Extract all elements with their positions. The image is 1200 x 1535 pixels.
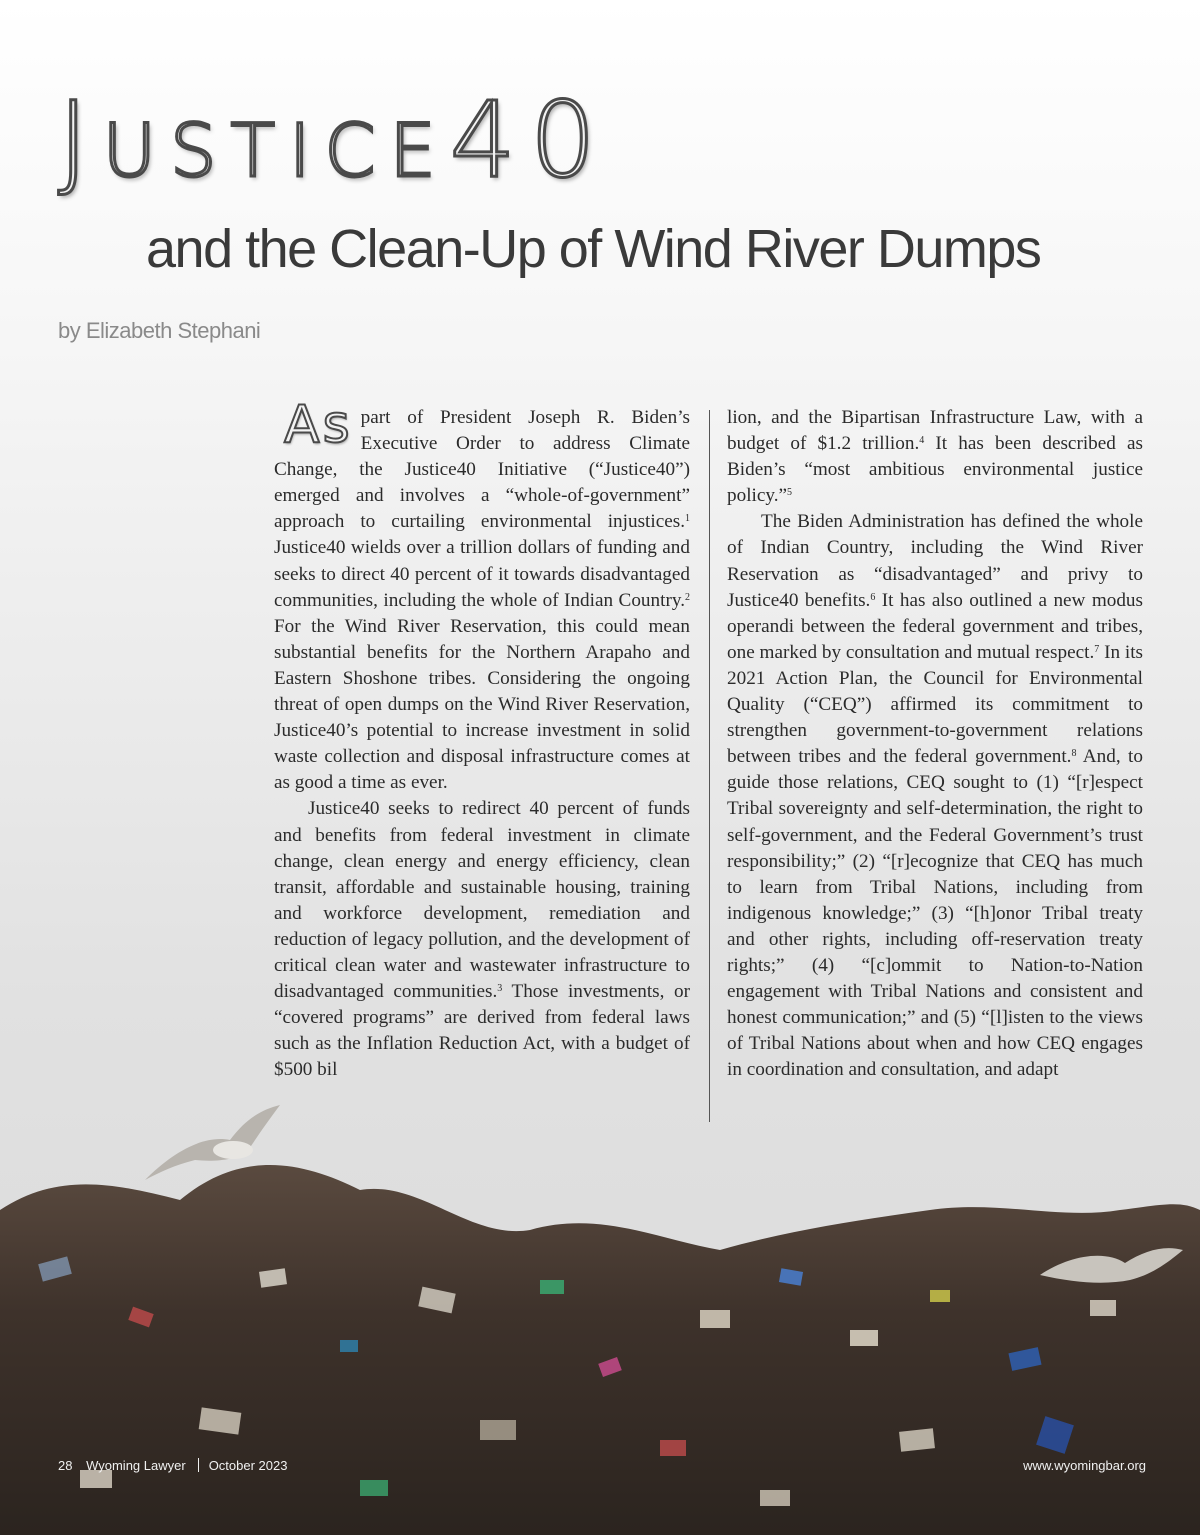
page-number: 28 (58, 1458, 73, 1473)
footer-left (58, 1458, 297, 1473)
footnote-ref: 1 (685, 513, 690, 525)
footer-divider (198, 1458, 199, 1472)
publication-name: Wyoming Lawyer (86, 1458, 186, 1473)
paragraph: Justice40 seeks to redirect 40 percent of funds and benefits from federal investment in climate change, clean energy and energy efficiency, clean transit, affordable and sustainable housing, training and workforce development, remediation and reduction of legacy pollution, and the development of critical clean water and wastewater infrastructure to disadvantaged communities.$^3$ Those investments, or “covered programs” are derived from federal laws such as the Inflation Reduction Act, with a budget of $500 bil (274, 798, 690, 1081)
seagull-icon (1035, 1235, 1185, 1315)
footnote-ref: 4 (919, 435, 925, 447)
byline: by Elizabeth Stephani (58, 318, 261, 343)
website-link[interactable]: www.wyomingbar.org (1023, 1458, 1146, 1473)
drop-cap: As (284, 395, 353, 455)
footnote-ref: 2 (685, 591, 690, 603)
paragraph: lion, and the Bipartisan Infrastructure Law, with a budget of $1.2 trillion.$^4$ It has been described as Biden’s “most ambitious environmental justice policy.”$^5$ (727, 407, 1143, 507)
article-column-right (727, 405, 1143, 1083)
paragraph: As part of President Joseph R. Biden’s Executive Order to address Climate Change, the Justice40 Initiative (“Justice40”) emerged and involves a “whole-of-government” approach to curtailing environmental injustices.$^1$ Justice40 wields over a trillion dollars of funding and seeks to direct 40 percent of it towards disadvantaged communities, including the whole of Indian Country.$^2$ For the Wind River Reservation, this could mean substantial benefits for the Northern Arapaho and Eastern Shoshone tribes. Considering the ongoing threat of open dumps on the Wind River Reservation, Justice40’s potential to increase investment in solid waste collection and disposal infrastructure comes at as good a time as ever. (274, 395, 690, 794)
seagull-icon (135, 1100, 295, 1190)
column-divider (709, 410, 710, 1122)
article-title: Justice40 (58, 79, 610, 201)
article-subtitle: and the Clean-Up of Wind River Dumps (146, 219, 1041, 279)
footnote-ref: 8 (1071, 748, 1077, 760)
footnote-ref: 6 (870, 591, 876, 603)
article-column-left (274, 395, 690, 1083)
issue-date: October 2023 (208, 1458, 288, 1473)
paragraph: The Biden Administration has defined the whole of Indian Country, including the Wind River Reservation as “disadvantaged” and privy to Justice40 benefits.$^6$ It has also outlined a new modus operandi between the federal government and tribes, one marked by consultation and mutual respect.$^7$ In its 2021 Action Plan, the Council for Environmental Quality (“CEQ”) affirmed its commitment to strengthen government-to-government relations between tribes and the federal government.$^8$ And, to guide those relations, CEQ sought to (1) “[r]espect Tribal sovereignty and self-determination, the right to self-government, and the Federal Government’s trust responsibility;” (2) “[r]ecognize that CEQ has much to learn from Tribal Nations, including from indigenous knowledge;” (3) “[h]onor Tribal treaty and other rights, including off-reservation treaty rights;” (4) “[c]ommit to Nation-to-Nation engagement with Tribal Nations and consistent and honest communication;” and (5) “[l]isten to the views of Tribal Nations about when and how CEQ engages in coordination and consultation, and adapt (727, 511, 1143, 1081)
footnote-ref: 3 (497, 983, 503, 995)
footnote-ref: 7 (1094, 643, 1100, 655)
footnote-ref: 5 (787, 487, 793, 499)
